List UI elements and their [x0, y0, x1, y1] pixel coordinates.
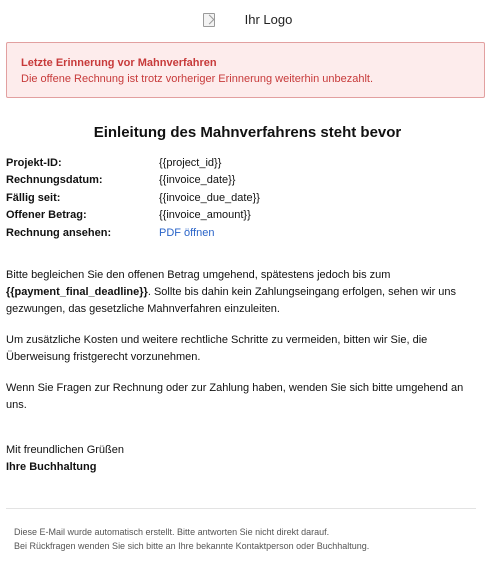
- amount-label: Offener Betrag:: [6, 209, 87, 222]
- footer-line-1: Diese E-Mail wurde automatisch erstellt. Bitte antworten Sie nicht direkt darauf.: [14, 527, 330, 537]
- p1-text-before: Bitte begleichen Sie den offenen Betrag umgehend, spätestens jedoch bis zum: [6, 269, 391, 281]
- invoice-details: [6, 154, 260, 242]
- logo-alt-text: Ihr Logo: [244, 12, 293, 27]
- signature-sender: Ihre Buchhaltung: [6, 461, 97, 473]
- page-title: Einleitung des Mahnverfahrens steht bevor: [93, 124, 402, 141]
- project-value: {{project_id}}: [159, 156, 222, 169]
- footer-divider: [6, 508, 476, 509]
- project-label: Projekt-ID:: [6, 156, 62, 169]
- signature-greeting: Mit freundlichen Grüßen: [6, 444, 124, 456]
- reminder-alert: [6, 42, 485, 98]
- body-paragraph-costs: Um zusätzliche Kosten und weitere rechtliche Schritte zu vermeiden, bitten wir Sie, die Überweisung fristgerecht vorzunehmen.: [6, 334, 428, 363]
- detail-row-invoice-date: [6, 172, 260, 190]
- body-paragraph-questions: Wenn Sie Fragen zur Rechnung oder zur Zahlung haben, wenden Sie sich bitte umgehend an uns.: [6, 382, 464, 411]
- pdf-open-link[interactable]: PDF öffnen: [159, 226, 215, 239]
- amount-value: {{invoice_amount}}: [159, 209, 251, 222]
- detail-row-amount: [6, 207, 260, 225]
- payment-deadline: {{payment_final_deadline}}: [6, 286, 148, 298]
- view-invoice-label: Rechnung ansehen:: [6, 226, 112, 239]
- invoice-date-label: Rechnungsdatum:: [6, 174, 103, 187]
- detail-row-project: [6, 154, 260, 172]
- footer: [14, 525, 369, 553]
- alert-title: Letzte Erinnerung vor Mahnverfahren: [21, 57, 217, 69]
- footer-line-2: Bei Rückfragen wenden Sie sich bitte an Ihre bekannte Kontaktperson oder Buchhaltung.: [14, 541, 370, 551]
- broken-image-icon: [203, 13, 215, 27]
- due-value: {{invoice_due_date}}: [159, 191, 260, 204]
- body-paragraph-deadline: [6, 267, 476, 318]
- due-label: Fällig seit:: [6, 191, 61, 204]
- detail-row-view: [6, 224, 260, 242]
- invoice-date-value: {{invoice_date}}: [159, 174, 236, 187]
- detail-row-due: [6, 189, 260, 207]
- p1-text-after: . Sollte bis dahin kein Zahlungseingang erfolgen, sehen wir uns gezwungen, das gesetzliche Mahnverfahren einzuleiten.: [6, 286, 457, 315]
- alert-text: Die offene Rechnung ist trotz vorheriger Erinnerung weiterhin unbezahlt.: [21, 73, 373, 85]
- logo-area: [0, 12, 495, 30]
- signature: [6, 442, 124, 476]
